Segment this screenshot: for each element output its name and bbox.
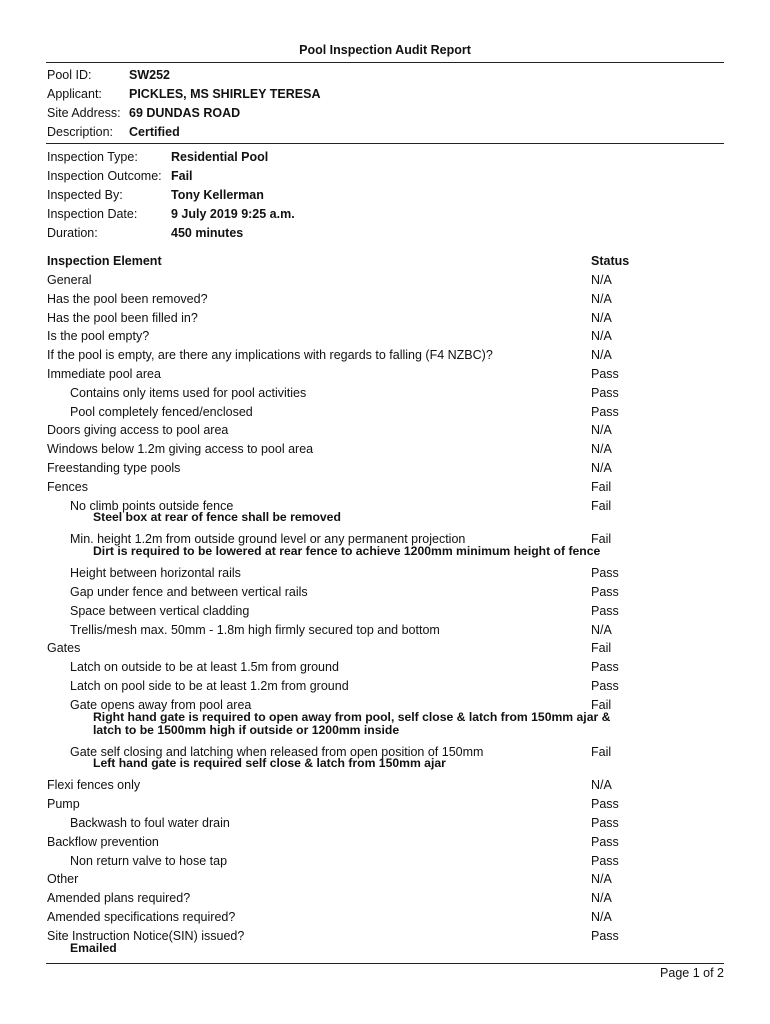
element-status: N/A <box>591 273 612 287</box>
element-name: Pool completely fenced/enclosed <box>70 404 253 419</box>
element-status: N/A <box>591 423 612 438</box>
inspection-type-value: Residential Pool <box>171 150 269 164</box>
duration-value: 450 minutes <box>171 226 244 240</box>
element-status: Pass <box>591 566 619 581</box>
element-name: Contains only items used for pool activities <box>70 385 307 400</box>
inspection-outcome-value: Fail <box>171 169 193 183</box>
element-row <box>47 271 724 290</box>
element-row <box>47 346 724 365</box>
element-name: Height between horizontal rails <box>70 566 241 581</box>
element-row <box>47 814 724 833</box>
element-status: Fail <box>591 641 612 656</box>
element-note <box>47 757 724 776</box>
pool-id-row <box>47 66 320 85</box>
element-note-line: latch to be 1500mm high if outside or 1200mm inside <box>93 722 400 737</box>
element-name: Gap under fence and between vertical rails <box>70 584 308 599</box>
element-row <box>47 403 724 422</box>
inspection-elements-table <box>47 252 724 961</box>
elements-header-row <box>47 252 724 271</box>
element-row <box>47 795 724 814</box>
element-line <box>47 889 724 908</box>
pool-id-value: SW252 <box>129 68 170 82</box>
element-status: N/A <box>591 778 612 793</box>
element-row <box>47 658 724 677</box>
element-name: Has the pool been removed? <box>47 291 208 306</box>
element-line <box>47 440 724 459</box>
element-row <box>47 530 724 564</box>
inspected-by-value: Tony Kellerman <box>171 188 264 202</box>
element-row <box>47 776 724 795</box>
element-row <box>47 908 724 927</box>
element-row <box>47 833 724 852</box>
element-row <box>47 365 724 384</box>
inspection-outcome-label: Inspection Outcome: <box>47 169 162 183</box>
element-line <box>47 602 724 621</box>
element-line <box>47 833 724 852</box>
element-row <box>47 478 724 497</box>
element-row <box>47 497 724 531</box>
inspected-by-row <box>47 186 295 205</box>
footer-divider <box>46 963 724 964</box>
element-row <box>47 677 724 696</box>
element-column-header: Inspection Element <box>47 254 162 268</box>
element-note <box>47 711 724 743</box>
element-status: Pass <box>591 366 619 381</box>
element-rows <box>47 271 724 961</box>
element-line <box>47 403 724 422</box>
element-name: Other <box>47 872 79 887</box>
site-address-row <box>47 104 320 123</box>
element-note-line: Left hand gate is required self close & latch from 150mm ajar <box>93 756 446 771</box>
element-status: Fail <box>591 697 612 712</box>
element-name: Min. height 1.2m from outside ground level or any permanent projection <box>70 532 466 547</box>
pool-id-label: Pool ID: <box>47 68 92 82</box>
element-status: Fail <box>591 498 612 513</box>
element-name: Latch on outside to be at least 1.5m from ground <box>70 660 339 675</box>
report-title: Pool Inspection Audit Report <box>299 43 471 57</box>
element-status: Fail <box>591 479 612 494</box>
element-name: Backflow prevention <box>47 834 159 849</box>
element-row <box>47 327 724 346</box>
element-line <box>47 870 724 889</box>
element-line <box>47 677 724 696</box>
element-line <box>47 421 724 440</box>
header-divider <box>46 62 724 63</box>
element-name: Windows below 1.2m giving access to pool area <box>47 442 314 457</box>
element-status: N/A <box>591 442 612 457</box>
element-line <box>47 639 724 658</box>
element-status: Fail <box>591 744 612 759</box>
element-status: N/A <box>591 291 612 306</box>
element-name: If the pool is empty, are there any implications with regards to falling (F4 NZBC)? <box>47 348 493 363</box>
inspection-date-row <box>47 205 295 224</box>
element-status: Pass <box>591 853 619 868</box>
element-status: Pass <box>591 385 619 400</box>
site-address-value: 69 DUNDAS ROAD <box>129 106 241 120</box>
element-status: Pass <box>591 660 619 675</box>
element-status: N/A <box>591 329 612 344</box>
element-line <box>47 384 724 403</box>
applicant-row <box>47 85 320 104</box>
inspection-date-label: Inspection Date: <box>47 207 138 221</box>
inspection-type-label: Inspection Type: <box>47 150 138 164</box>
element-status: Pass <box>591 404 619 419</box>
inspection-info-block <box>47 148 295 243</box>
info-divider <box>46 143 724 144</box>
applicant-value: PICKLES, MS SHIRLEY TERESA <box>129 87 321 101</box>
site-address-label: Site Address: <box>47 106 121 120</box>
element-status: Pass <box>591 797 619 812</box>
element-line <box>47 290 724 309</box>
element-line <box>47 365 724 384</box>
element-line <box>47 327 724 346</box>
element-note-line: Right hand gate is required to open away from pool, self close & latch from 150mm ajar & <box>93 709 611 724</box>
element-row <box>47 384 724 403</box>
inspection-outcome-row <box>47 167 295 186</box>
element-name: No climb points outside fence <box>70 498 234 513</box>
element-status: Pass <box>591 834 619 849</box>
element-row <box>47 602 724 621</box>
element-note-line: Dirt is required to be lowered at rear fence to achieve 1200mm minimum height of fence <box>93 544 601 559</box>
element-status: Pass <box>591 928 619 943</box>
element-line <box>47 621 724 640</box>
element-status: Pass <box>591 603 619 618</box>
element-name: Freestanding type pools <box>47 460 181 475</box>
element-status: N/A <box>591 909 612 924</box>
element-row <box>47 564 724 583</box>
description-row <box>47 123 320 142</box>
status-column-header: Status <box>591 254 630 268</box>
element-row <box>47 583 724 602</box>
element-name: Flexi fences only <box>47 778 141 793</box>
element-line <box>47 776 724 795</box>
element-line <box>47 309 724 328</box>
element-line <box>47 583 724 602</box>
duration-row <box>47 224 295 243</box>
element-status: N/A <box>591 891 612 906</box>
inspected-by-label: Inspected By: <box>47 188 123 202</box>
element-row <box>47 421 724 440</box>
element-name: Backwash to foul water drain <box>70 815 230 830</box>
element-name: Trellis/mesh max. 50mm - 1.8m high firmly secured top and bottom <box>70 622 440 637</box>
element-note-line: Emailed <box>70 940 117 955</box>
element-line <box>47 459 724 478</box>
element-status: Pass <box>591 815 619 830</box>
element-row <box>47 696 724 743</box>
element-name: Fences <box>47 479 88 494</box>
element-name: Non return valve to hose tap <box>70 853 228 868</box>
element-row <box>47 459 724 478</box>
element-name: Has the pool been filled in? <box>47 310 198 325</box>
element-line <box>47 271 724 290</box>
element-line <box>47 346 724 365</box>
element-line <box>47 908 724 927</box>
element-name: Amended plans required? <box>47 891 191 906</box>
element-name: Gate self closing and latching when released from open position of 150mm <box>70 744 484 759</box>
element-name: Space between vertical cladding <box>70 603 250 618</box>
element-status: Pass <box>591 678 619 693</box>
element-row <box>47 290 724 309</box>
element-line <box>47 658 724 677</box>
element-status: Pass <box>591 584 619 599</box>
element-row <box>47 852 724 871</box>
element-name: Pump <box>47 797 80 812</box>
element-status: N/A <box>591 872 612 887</box>
element-name: Latch on pool side to be at least 1.2m from ground <box>70 678 349 693</box>
page-number: Page 1 of 2 <box>660 966 724 980</box>
element-row <box>47 889 724 908</box>
description-label: Description: <box>47 125 113 139</box>
inspection-type-row <box>47 148 295 167</box>
inspection-date-value: 9 July 2019 9:25 a.m. <box>171 207 295 221</box>
element-row <box>47 621 724 640</box>
element-name: Is the pool empty? <box>47 329 150 344</box>
element-line <box>47 852 724 871</box>
element-name: Site Instruction Notice(SIN) issued? <box>47 928 245 943</box>
element-name: Gates <box>47 641 81 656</box>
element-row <box>47 309 724 328</box>
element-row <box>47 927 724 961</box>
element-status: N/A <box>591 310 612 325</box>
element-status: N/A <box>591 622 612 637</box>
element-name: General <box>47 273 92 287</box>
element-note-line: Steel box at rear of fence shall be removed <box>93 510 341 525</box>
element-row <box>47 870 724 889</box>
element-name: Amended specifications required? <box>47 909 236 924</box>
element-name: Gate opens away from pool area <box>70 697 252 712</box>
element-note <box>47 545 724 564</box>
element-status: N/A <box>591 348 612 363</box>
element-row <box>47 743 724 777</box>
element-row <box>47 440 724 459</box>
duration-label: Duration: <box>47 226 98 240</box>
pool-info-block <box>47 66 320 142</box>
element-line <box>47 795 724 814</box>
element-name: Doors giving access to pool area <box>47 423 229 438</box>
element-line <box>47 478 724 497</box>
applicant-label: Applicant: <box>47 87 102 101</box>
element-line <box>47 564 724 583</box>
element-name: Immediate pool area <box>47 366 161 381</box>
element-status: Fail <box>591 532 612 547</box>
element-line <box>47 814 724 833</box>
element-status: N/A <box>591 460 612 475</box>
description-value: Certified <box>129 125 180 139</box>
element-row <box>47 639 724 658</box>
